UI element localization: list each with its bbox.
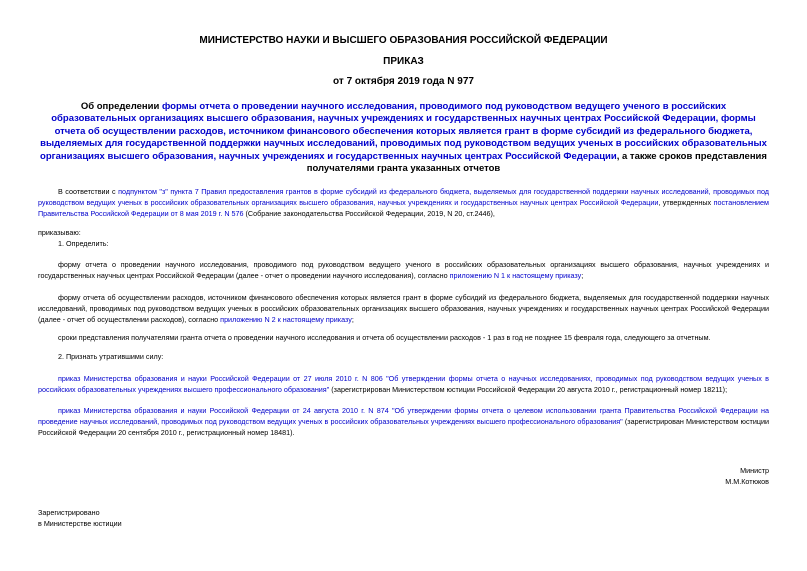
- signature-position: Министр: [740, 466, 769, 475]
- form1-paragraph: [38, 259, 769, 281]
- item-2: 2. Признать утратившими силу:: [58, 352, 164, 361]
- intro-link-decree[interactable]: постановлением Правительства Российской Федерации от 8 мая 2019 г. N 576: [38, 198, 769, 218]
- repeal2-link[interactable]: приказ Министерства образования и науки Российской Федерации от 24 августа 2010 г. N 874 "Об утверждении формы отчета о целевом использовании гранта Правительства Российской Федерации на проведение научных исследований, проводимых под руководством ведущих ученых в российских образовательных учреждениях высшего профессионального образования": [38, 406, 769, 426]
- appendix-1-link[interactable]: приложению N 1 к настоящему приказу: [449, 271, 582, 280]
- form2-text: форму отчета об осуществлении расходов, источником финансового обеспечения которых является грант в форме субсидий из федерального бюджета, выделяемых для государственной поддержки научных исследований, проводимых под руководством ведущих ученых в российских образовательных организациях высшего образования, научных учреждениях и государственных научных центрах Российской Федерации (далее - отчет об осуществлении расходов), согласно: [38, 293, 769, 324]
- prikazyvayu: приказываю:: [38, 228, 81, 237]
- repeal2-text: (зарегистрирован Министерством юстиции Российской Федерации 20 сентября 2010 г., регистрационный номер 18481).: [38, 417, 769, 437]
- ministry-heading: МИНИСТЕРСТВО НАУКИ И ВЫСШЕГО ОБРАЗОВАНИЯ РОССИЙСКОЙ ФЕДЕРАЦИИ: [199, 35, 608, 46]
- intro-link-rules[interactable]: подпунктом "з" пункта 7 Правил предоставления грантов в форме субсидий из федерального бюджета, выделяемых для государственной поддержки научных исследований, проводимых под руководством ведущих ученых в российских образовательных организациях высшего образования, научных учреждениях и государственных научных центрах Российской Федерации: [38, 187, 769, 207]
- registration-line-1: Зарегистрировано: [38, 508, 100, 517]
- signature-name: М.М.Котюков: [725, 477, 769, 486]
- repeal1-paragraph: [38, 373, 769, 395]
- item-1: 1. Определить:: [58, 239, 109, 248]
- intro-paragraph: [38, 186, 769, 219]
- title-suffix: , а также сроков представления получателями гранта указанных отчетов: [306, 150, 767, 175]
- repeal1-link[interactable]: приказ Министерства образования и науки Российской Федерации от 27 июля 2010 г. N 806 "Об утверждении формы отчета о научных исследованиях, проводимых под руководством ведущих ученых в российских образовательных учреждениях высшего профессионального образования": [38, 374, 769, 394]
- document-title: [38, 101, 769, 175]
- repeal2-paragraph: [38, 405, 769, 438]
- deadline-paragraph: сроки представления получателями гранта отчета о проведении научного исследования и отчета об осуществлении расходов - 1 раз в год не позднее 15 февраля года, следующего за отчетным.: [58, 333, 711, 342]
- document-type: ПРИКАЗ: [383, 56, 424, 67]
- repeal1-text: (зарегистрирован Министерством юстиции Российской Федерации 20 августа 2010 г., регистрационный номер 18211);: [329, 385, 728, 394]
- form1-text: ;: [581, 271, 584, 280]
- document-date-number: от 7 октября 2019 года N 977: [333, 76, 474, 87]
- form2-text: ;: [351, 315, 354, 324]
- title-link[interactable]: формы отчета о проведении научного исследования, проводимого под руководством ведущего ученого в российских образовательных организациях высшего образования, научных учреждениях и государственных научных центрах Российской Федерации, формы отчета об осуществлении расходов, источником финансового обеспечения которых является грант в форме субсидий из федерального бюджета, выделяемых для государственной поддержки научных исследований, проводимых под руководством ведущих ученых в российских образовательных организациях высшего образования, научных учреждениях и государственных научных центрах Российской Федерации: [40, 101, 767, 162]
- intro-text: В соответствии с: [58, 187, 119, 196]
- appendix-2-link[interactable]: приложению N 2 к настоящему приказу: [220, 315, 352, 324]
- intro-text: , утвержденных: [658, 198, 714, 207]
- form2-paragraph: [38, 292, 769, 325]
- title-prefix: Об определении: [80, 101, 162, 112]
- intro-text: (Собрание законодательства Российской Федерации, 2019, N 20, ст.2446),: [243, 209, 495, 218]
- registration-line-2: в Министерстве юстиции: [38, 519, 122, 528]
- form1-text: форму отчета о проведении научного исследования, проводимого под руководством ведущего ученого в российских образовательных организациях высшего образования, научных учреждениях и государственных научных центрах Российской Федерации (далее - отчет о проведении научного исследования), согласно: [38, 260, 769, 280]
